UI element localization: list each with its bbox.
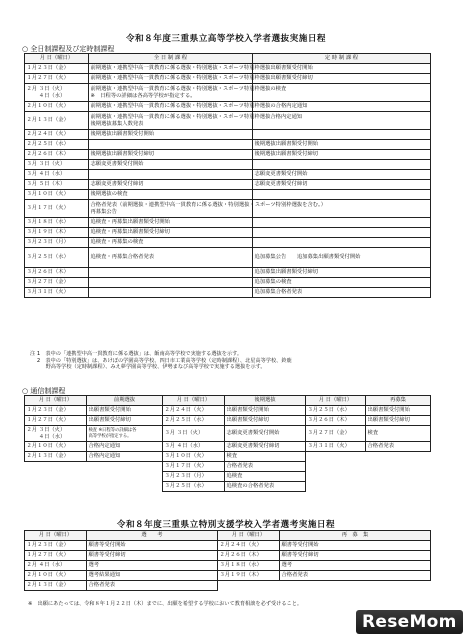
- row-zen: 追検査・再募集出願書類受付開始: [89, 218, 253, 228]
- zenki-date: １月２３日（金）: [25, 406, 87, 416]
- row-zen: [89, 140, 253, 150]
- koki-text: 出願書類受付締切: [225, 416, 306, 426]
- row-zen: 後期選抜出願書類受付締切: [89, 150, 253, 160]
- row-zen: 前期選抜・連携型中高一貫教育に係る選抜・特別選抜・スポーツ特別枠選抜出願書類受付開始: [89, 64, 253, 74]
- koki-date: ３月２３日（月）: [163, 472, 225, 482]
- header-koki: 後期選抜: [225, 396, 306, 406]
- section-heading-tsu: ○ 通信制課程: [22, 387, 66, 395]
- row-tei: [253, 238, 431, 248]
- table-row: [25, 426, 431, 442]
- row-zen: 追検査・再募集出願書類受付締切: [89, 228, 253, 238]
- row-tei: 追加募集合格者発表: [253, 288, 431, 298]
- row-zen: 追検査・再募集の検査: [89, 238, 253, 248]
- sai-date: ２月２６日（木）: [218, 551, 280, 561]
- header-date: 月 日（曜日）: [25, 396, 87, 406]
- header-date: 月 日（曜日）: [306, 396, 366, 406]
- sai-date: ２月２４日（火）: [218, 541, 280, 551]
- table-row: [25, 130, 431, 140]
- note-line: 野高等学校（定時制課程）、みえ夢学園高等学校、伊勢まなび高等学校で実施する選抜を示す。: [30, 364, 266, 370]
- koki-text: 出願書類受付開始: [225, 406, 306, 416]
- note-line: 2 表中の「特別選抜」は、あけぼの学園高等学校、四日市工業高等学校（定時制課程）、北星高等学校、鈴鹿: [30, 357, 292, 364]
- header-senko: 選 考: [87, 531, 218, 541]
- koki-text: 追検査: [225, 472, 306, 482]
- row-date: ３月 ３日（火）: [25, 160, 89, 170]
- row-tei: [253, 190, 431, 200]
- row-date: ３月１８日（水）: [25, 218, 89, 228]
- row-tei: 志願変更書類受付締切: [253, 180, 431, 190]
- page-title-2: 令和８年度三重県立特別支援学校入学者選考実施日程: [116, 520, 336, 530]
- row-date: ２月２６日（木）: [25, 150, 89, 160]
- senko-text: 願書等受付締切: [87, 551, 218, 561]
- row-date: ３月１７日（火）: [25, 200, 89, 218]
- header-zen: 全 日 制 課 程: [89, 54, 253, 64]
- row-date: ２月２４日（火）: [25, 130, 89, 140]
- header-tei: 定 時 制 課 程: [253, 54, 431, 64]
- senko-text: 願書等受付開始: [87, 541, 218, 551]
- header-sai: 再募集: [366, 396, 431, 406]
- page-title: 令和８年度三重県立高等学校入学者選抜実施日程: [125, 34, 327, 44]
- koki-date: ３月 ４日（水）: [163, 442, 225, 452]
- header-sai: 再 募 集: [280, 531, 431, 541]
- table-row: [25, 150, 431, 160]
- table-row: [25, 268, 431, 278]
- table-row: [25, 248, 431, 268]
- row-zen: 前期選抜・連携型中高一貫教育に係る選抜・特別選抜・スポーツ特別枠選抜の検査 ※ 日程等の詳細は各高等学校が指定する。: [89, 84, 253, 102]
- table-row: [25, 406, 431, 416]
- row-tei: 後期選抜出願書類受付締切: [253, 150, 431, 160]
- sai-date: ３月１９日（木）: [218, 571, 280, 581]
- table-row: [25, 180, 431, 190]
- koki-date: ２月２５日（水）: [163, 416, 225, 426]
- senko-date: ２月 ４日（水）: [25, 561, 87, 571]
- senko-date: １月２３日（金）: [25, 541, 87, 551]
- koki-date: ３月２５日（水）: [163, 482, 225, 492]
- table-row: [25, 170, 431, 180]
- koki-text: 追検査の合格者発表: [225, 482, 306, 492]
- notes-zen: [30, 351, 292, 371]
- zenki-text: 検査 ※日程等の詳細は各 高等学校が指定する。: [87, 426, 163, 442]
- row-tei: [253, 218, 431, 228]
- row-tei: [253, 130, 431, 140]
- row-tei: 追加募集の検査: [253, 278, 431, 288]
- row-date: ３月２５日（水）: [25, 248, 89, 268]
- table-row: [25, 102, 431, 112]
- resemom-logo: ReseMom: [356, 610, 463, 634]
- row-zen: 前期選抜・連携型中高一貫教育に係る選抜・特別選抜・スポーツ特別枠選抜合格内定通知 後期選抜募集人数発表: [89, 112, 253, 130]
- senko-date: １月２７日（火）: [25, 551, 87, 561]
- row-date: ２月１３日（金）: [25, 112, 89, 130]
- table-row: [25, 416, 431, 426]
- table-row: [25, 112, 431, 130]
- row-date: ３月２７日（金）: [25, 278, 89, 288]
- row-date: ３月３１日（火）: [25, 288, 89, 298]
- note-line: 注 1 表中の「連携型中高一貫教育に係る選抜」は、飯南高等学校で実施する選抜を示す。: [30, 351, 243, 357]
- koki-text: 志願変更書類受付開始: [225, 426, 306, 442]
- sai-date: ３月２６日（木）: [306, 416, 366, 426]
- zenki-date: １月２７日（火）: [25, 416, 87, 426]
- row-date: １月２３日（金）: [25, 64, 89, 74]
- table-row: [25, 160, 431, 170]
- sai-date: ３月２７日（金）: [306, 426, 366, 442]
- table-row: [25, 238, 431, 248]
- row-date: ３月 ５日（木）: [25, 180, 89, 190]
- sai-text: 検査: [366, 426, 431, 442]
- header-date: 月 日（曜日）: [25, 531, 87, 541]
- koki-date: ３月 ３日（火）: [163, 426, 225, 442]
- row-zen: 後期選抜出願書類受付開始: [89, 130, 253, 140]
- table-row: [25, 64, 431, 74]
- row-zen: 合格者発表（前期選抜・連携型中高一貫教育に係る選抜・特別選抜・スポーツ特別枠選抜を含む。） 再募集公告: [89, 200, 253, 218]
- row-tei: 志願変更書類受付開始: [253, 170, 431, 180]
- row-zen: [89, 170, 253, 180]
- koki-text: 合格者発表: [225, 462, 306, 472]
- header-zenki: 前期選抜: [87, 396, 163, 406]
- row-zen: 前期選抜・連携型中高一貫教育に係る選抜・特別選抜・スポーツ特別枠選抜出願書類受付締切: [89, 74, 253, 84]
- row-tei: [253, 228, 431, 238]
- sai-text: 合格者発表: [280, 571, 431, 581]
- zenki-text: 出願書類受付締切: [87, 416, 163, 426]
- header-date: 月 日（曜日）: [218, 531, 280, 541]
- row-date: ２月２５日（水）: [25, 140, 89, 150]
- zenki-text: 出願書類受付開始: [87, 406, 163, 416]
- row-zen: 後期選抜の検査: [89, 190, 253, 200]
- shien-schedule-table: [24, 530, 431, 591]
- row-date: １月２７日（火）: [25, 74, 89, 84]
- row-zen: [89, 288, 253, 298]
- senko-text: 選考結果通知: [87, 571, 218, 581]
- senko-date: ２月１３日（金）: [25, 581, 87, 591]
- empty-cell: [306, 452, 431, 492]
- table-row: [25, 190, 431, 200]
- koki-text: 志願変更書類受付締切: [225, 442, 306, 452]
- sai-date: ３月１８日（水）: [218, 561, 280, 571]
- zenki-text: 合格内定通知: [87, 442, 163, 452]
- table-row: [25, 228, 431, 238]
- row-zen: [89, 268, 253, 278]
- header-date: 月 日（曜日）: [163, 396, 225, 406]
- table-row: [25, 278, 431, 288]
- zenki-date: ２月 ３日（火） ４日（水）: [25, 426, 87, 442]
- sai-date: ３月３１日（火）: [306, 442, 366, 452]
- table-row: [25, 551, 431, 561]
- row-date: ２月 ３日（火） ４日（水）: [25, 84, 89, 102]
- empty-cell: [25, 462, 163, 492]
- row-zen: 追検査・再募集合格者発表: [89, 248, 253, 268]
- row-tei: [253, 160, 431, 170]
- empty-cell: [218, 581, 431, 591]
- table-row: [25, 140, 431, 150]
- senko-text: 合格者発表: [87, 581, 218, 591]
- row-date: ３月２６日（木）: [25, 268, 89, 278]
- sai-text: 出願書類受付開始: [366, 406, 431, 416]
- table-row: [25, 74, 431, 84]
- row-date: ３月 ４日（水）: [25, 170, 89, 180]
- sai-text: 願書等受付締切: [280, 551, 431, 561]
- section-heading-zen: ○ 全日制課程及び定時制課程: [22, 45, 115, 53]
- table-row: [25, 218, 431, 228]
- table-row: [25, 288, 431, 298]
- tsushin-schedule-table: [24, 395, 431, 492]
- row-date: ３月２３日（月）: [25, 238, 89, 248]
- sai-date: ３月２５日（水）: [306, 406, 366, 416]
- row-date: ３月１９日（木）: [25, 228, 89, 238]
- footnote: ※ 出願にあたっては、令和８年１月２２日（木）までに、出願を希望する学校において教育相談を必ず受けること。: [28, 601, 303, 607]
- sai-text: 出願書類受付締切: [366, 416, 431, 426]
- row-tei: 後期選抜出願書類受付開始: [253, 140, 431, 150]
- table-row: [25, 200, 431, 218]
- sai-text: 選考: [280, 561, 431, 571]
- sai-text: 合格者発表: [366, 442, 431, 452]
- senko-text: 選考: [87, 561, 218, 571]
- senko-date: ２月１０日（火）: [25, 571, 87, 581]
- table-row: [25, 541, 431, 551]
- table-row: [25, 571, 431, 581]
- zenki-date: ２月１３日（金）: [25, 452, 87, 462]
- row-zen: 前期選抜・連携型中高一貫教育に係る選抜・特別選抜・スポーツ特別枠選抜の合格内定通知: [89, 102, 253, 112]
- zenki-text: 合格内定通知: [87, 452, 163, 462]
- row-zen: [89, 278, 253, 288]
- table-row: [25, 581, 431, 591]
- koki-date: ２月２４日（火）: [163, 406, 225, 416]
- row-date: ２月１０日（火）: [25, 102, 89, 112]
- row-tei: 追加募集出願書類受付締切: [253, 268, 431, 278]
- koki-text: 検査: [225, 452, 306, 462]
- row-tei: 追加募集公告 追加募集出願書類受付開始: [253, 248, 431, 268]
- table-row: [25, 452, 431, 462]
- koki-date: ３月１７日（火）: [163, 462, 225, 472]
- sai-text: 願書等受付開始: [280, 541, 431, 551]
- header-date: 月 日（曜日）: [25, 54, 89, 64]
- table-row: [25, 442, 431, 452]
- table-row: [25, 561, 431, 571]
- row-date: ３月１０日（火）: [25, 190, 89, 200]
- table-row: [25, 84, 431, 102]
- row-zen: 志願変更書類受付開始: [89, 160, 253, 170]
- zen-tei-schedule-table: [24, 53, 431, 298]
- row-zen: 志願変更書類受付締切: [89, 180, 253, 190]
- zenki-date: ２月１０日（火）: [25, 442, 87, 452]
- koki-date: ３月１０日（火）: [163, 452, 225, 462]
